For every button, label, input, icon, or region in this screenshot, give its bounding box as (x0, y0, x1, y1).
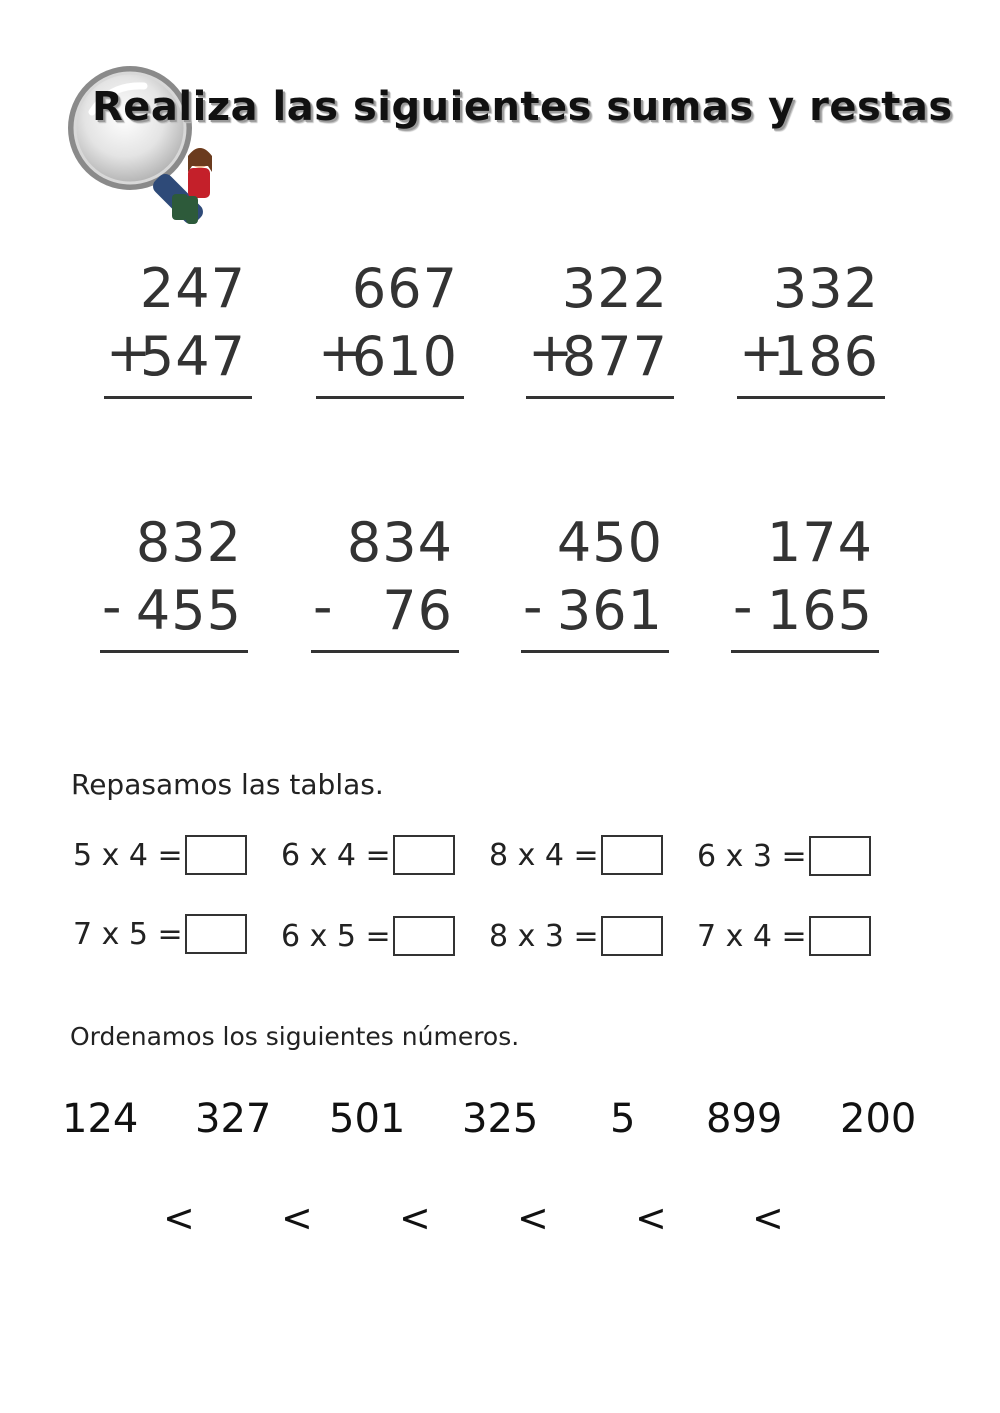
answer-box[interactable] (809, 916, 871, 956)
multiplication-expression: 6 x 5 = (281, 918, 391, 954)
top-number: 322 (561, 257, 668, 320)
multiplication-expression: 6 x 3 = (697, 838, 807, 874)
multiplication-item (281, 835, 455, 875)
answer-line (526, 396, 674, 399)
answer-box[interactable] (809, 836, 871, 876)
number-item: 5 (610, 1096, 636, 1142)
bottom-number: 165 (766, 579, 873, 642)
numbers-to-order (0, 1096, 1000, 1146)
bottom-number: 547 (139, 325, 246, 388)
top-number: 832 (135, 511, 242, 574)
multiplication-expression: 8 x 3 = (489, 918, 599, 954)
subtraction-problem (100, 511, 250, 666)
subtraction-problem (731, 511, 881, 666)
operator: + (528, 321, 574, 384)
answer-box[interactable] (393, 916, 455, 956)
multiplication-item (73, 914, 247, 954)
answer-line (100, 650, 248, 653)
number-item: 200 (840, 1096, 917, 1142)
addition-problem (737, 257, 887, 412)
answer-box[interactable] (393, 835, 455, 875)
order-heading: Ordenamos los siguientes números. (70, 1022, 520, 1051)
answer-line (521, 650, 669, 653)
less-than-sign: < (281, 1196, 313, 1240)
answer-line (104, 396, 252, 399)
multiplication-expression: 5 x 4 = (73, 837, 183, 873)
top-number: 174 (766, 511, 873, 574)
multiplication-expression: 7 x 5 = (73, 916, 183, 952)
number-item: 124 (62, 1096, 139, 1142)
answer-box[interactable] (601, 916, 663, 956)
less-than-sign: < (752, 1196, 784, 1240)
less-than-sign: < (399, 1196, 431, 1240)
top-number: 247 (139, 257, 246, 320)
answer-box[interactable] (185, 835, 247, 875)
answer-line (737, 396, 885, 399)
answer-box[interactable] (601, 835, 663, 875)
multiplication-item (281, 916, 455, 956)
bottom-number: 455 (135, 579, 242, 642)
subtraction-problem (311, 511, 461, 666)
number-item: 899 (706, 1096, 783, 1142)
multiplication-item (73, 835, 247, 875)
bottom-number: 361 (556, 579, 663, 642)
answer-line (731, 650, 879, 653)
top-number: 667 (351, 257, 458, 320)
less-than-sign: < (517, 1196, 549, 1240)
operator: - (313, 575, 333, 638)
answer-line (311, 650, 459, 653)
bottom-number: 76 (382, 579, 453, 642)
operator: - (102, 575, 122, 638)
number-item: 501 (329, 1096, 406, 1142)
addition-problem (526, 257, 676, 412)
ordering-slots (0, 1196, 1000, 1246)
tables-heading: Repasamos las tablas. (71, 768, 384, 801)
page-title: Realiza las siguientes sumas y restas (92, 84, 953, 130)
less-than-sign: < (635, 1196, 667, 1240)
operator: + (106, 321, 152, 384)
addition-problem (104, 257, 254, 412)
operator: - (523, 575, 543, 638)
subtraction-problem (521, 511, 671, 666)
answer-line (316, 396, 464, 399)
multiplication-expression: 7 x 4 = (697, 918, 807, 954)
bottom-number: 610 (351, 325, 458, 388)
addition-problem (316, 257, 466, 412)
number-item: 325 (462, 1096, 539, 1142)
top-number: 834 (346, 511, 453, 574)
multiplication-expression: 8 x 4 = (489, 837, 599, 873)
operator: + (739, 321, 785, 384)
multiplication-item (697, 836, 871, 876)
number-item: 327 (195, 1096, 272, 1142)
top-number: 332 (772, 257, 879, 320)
top-number: 450 (556, 511, 663, 574)
operator: + (318, 321, 364, 384)
multiplication-item (697, 916, 871, 956)
bottom-number: 186 (772, 325, 879, 388)
bottom-number: 877 (561, 325, 668, 388)
less-than-sign: < (163, 1196, 195, 1240)
operator: - (733, 575, 753, 638)
multiplication-item (489, 835, 663, 875)
multiplication-expression: 6 x 4 = (281, 837, 391, 873)
multiplication-item (489, 916, 663, 956)
answer-box[interactable] (185, 914, 247, 954)
